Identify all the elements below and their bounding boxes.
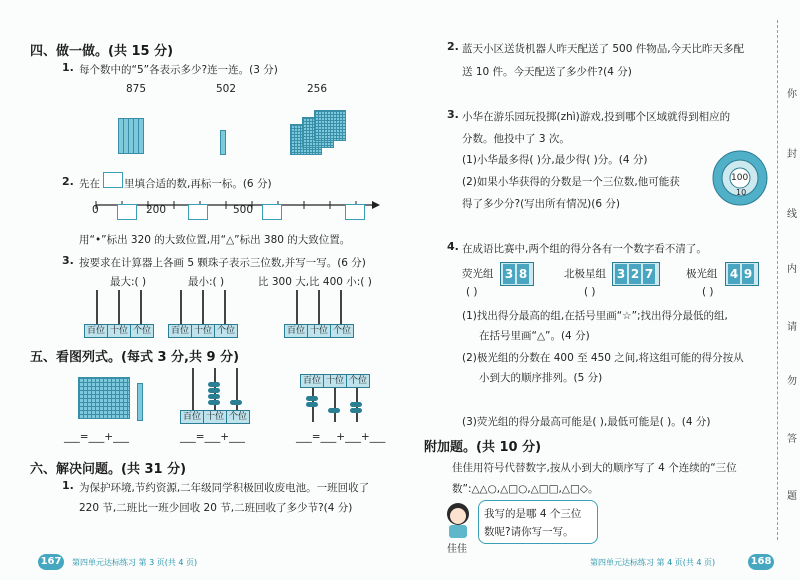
col-ones: 个位 [226, 410, 250, 424]
group-1-name: 荧光组 [462, 268, 494, 280]
r-q2-line1: 蓝天小区送货机器人昨天配送了 500 件物品,今天比昨天多配 [462, 43, 745, 55]
group-2-name: 北极星组 [564, 268, 606, 280]
section6-title: 六、解决问题。(共 31 分) [30, 462, 187, 477]
sidebar-char: 题 [787, 491, 797, 502]
r-q4-sub3: (3)荧光组的得分最高可能是( ),最低可能是( )。(4 分) [462, 416, 711, 428]
group-3-name: 极光组 [686, 268, 718, 280]
q2-text-a: 先在 [79, 178, 100, 190]
r-q2-line2: 送 10 件。今天配送了多少件?(4 分) [462, 66, 632, 78]
tick-200: 200 [146, 204, 167, 216]
q6-1-line2: 220 节,二班比一班少回收 20 节,二班回收了多少节?(4 分) [79, 502, 353, 514]
q2-example-box [103, 172, 123, 188]
ten-rods-picture [118, 118, 146, 153]
col-hundreds: 百位 [84, 324, 108, 338]
target-label-10: 10 [736, 188, 747, 197]
binding-line [777, 20, 779, 540]
hundred-square-picture [78, 377, 130, 419]
r-q4-text: 在成语比赛中,两个组的得分各有一个数字看不清了。 [462, 243, 707, 255]
q1-number: 1. [62, 61, 74, 74]
number-502: 502 [216, 83, 237, 95]
abacus-picture-2 [300, 368, 370, 424]
r-q3-line1: 小华在游乐园玩投掷(zhì)游戏,投到哪个区域就得到相应的 [462, 111, 731, 123]
footer-left: 第四单元达标练习 第 3 页(共 4 页) [72, 558, 198, 567]
abacus-2[interactable] [168, 290, 238, 340]
abacus-1[interactable] [84, 290, 154, 340]
col-ones: 个位 [346, 374, 370, 388]
blank-box-3[interactable] [262, 204, 282, 220]
sidebar-char: 答 [787, 434, 797, 445]
r-q4-sub1-b: 在括号里画“△”。(4 分) [479, 330, 590, 342]
r-q3-line2: 分数。他投中了 3 次。 [462, 133, 570, 145]
extra-line2: 数”:△△○,△□○,△□□,△□◇。 [452, 483, 599, 495]
col-tens: 十位 [191, 324, 215, 338]
girl-character-icon [440, 500, 476, 540]
sidebar-char: 封 [787, 149, 797, 160]
group-1-scoreboard: 3 8 [500, 262, 534, 286]
abacus3-label: 比 300 大,比 400 小:( ) [258, 276, 372, 288]
group-3-scoreboard: 4 9 [725, 262, 759, 286]
r-q2-number: 2. [447, 40, 459, 53]
q2-note: 用“•”标出 320 的大致位置,用“△”标出 380 的大致位置。 [79, 234, 351, 246]
col-hundreds: 百位 [300, 374, 324, 388]
r-q4-sub1-a: (1)找出得分最高的组,在括号里画“☆”;找出得分最低的组, [462, 310, 728, 322]
abacus1-label: 最大:( ) [110, 276, 147, 288]
col-ones: 个位 [130, 324, 154, 338]
group-3-paren[interactable]: ( ) [702, 286, 714, 298]
hundred-blocks-picture [290, 110, 350, 155]
character-name: 佳佳 [447, 544, 467, 555]
col-tens: 十位 [323, 374, 347, 388]
q6-1-number: 1. [62, 479, 74, 492]
col-tens: 十位 [203, 410, 227, 424]
section4-title: 四、做一做。(共 15 分) [30, 44, 174, 59]
col-ones: 个位 [330, 324, 354, 338]
col-ones: 个位 [214, 324, 238, 338]
q6-1-line1: 为保护环境,节约资源,二年级同学积极回收废电池。一班回收了 [79, 482, 370, 494]
bubble-line1: 我写的是哪 4 个三位 [484, 508, 582, 520]
col-hundreds: 百位 [168, 324, 192, 338]
r-q3-number: 3. [447, 108, 459, 121]
q3-text: 按要求在计算器上各画 5 颗珠子表示三位数,并写一写。(6 分) [79, 257, 366, 269]
group-2-scoreboard: 3 2 7 [612, 262, 660, 286]
q2-number: 2. [62, 175, 74, 188]
target-label-100: 100 [731, 173, 749, 183]
tick-500: 500 [233, 204, 254, 216]
col-tens: 十位 [107, 324, 131, 338]
sidebar-char: 你 [787, 89, 797, 100]
number-875: 875 [126, 83, 147, 95]
blank-box-2[interactable] [188, 204, 208, 220]
extra-line1: 佳佳用符号代替数字,按从小到大的顺序写了 4 个连续的“三位 [452, 462, 737, 474]
footer-right: 第四单元达标练习 第 4 页(共 4 页) [590, 558, 716, 567]
single-rod-picture [220, 130, 226, 155]
r-q4-sub2-a: (2)极光组的分数在 400 至 450 之间,将这组可能的得分按从 [462, 352, 744, 364]
r-q3-sub2-b: 得了多少分?(写出所有情况)(6 分) [462, 198, 620, 210]
blank-box-4[interactable] [345, 204, 365, 220]
q1-text: 每个数中的“5”各表示多少?连一连。(3 分) [79, 64, 278, 76]
bubble-line2: 数呢?请你写一写。 [484, 526, 574, 538]
tick-0: 0 [92, 204, 99, 216]
q3-number: 3. [62, 254, 74, 267]
equation-2[interactable]: ___=___+___ [180, 431, 245, 443]
r-q3-sub1: (1)小华最多得( )分,最少得( )分。(4 分) [462, 154, 648, 166]
ten-rod-picture [137, 383, 143, 421]
number-256: 256 [307, 83, 328, 95]
col-hundreds: 百位 [180, 410, 204, 424]
equation-1[interactable]: ___=___+___ [64, 431, 129, 443]
r-q4-sub2-b: 小到大的顺序排列。(5 分) [479, 372, 603, 384]
group-2-paren[interactable]: ( ) [584, 286, 596, 298]
q2-text-b: 里填合适的数,再标一标。(6 分) [124, 178, 272, 190]
sidebar-char: 线 [787, 209, 797, 220]
col-hundreds: 百位 [284, 324, 308, 338]
r-q3-sub2-a: (2)如果小华获得的分数是一个三位数,他可能获 [462, 176, 680, 188]
page-number-left: 167 [38, 554, 64, 570]
blank-box-1[interactable] [117, 204, 137, 220]
sidebar-char: 勿 [787, 376, 797, 387]
col-tens: 十位 [307, 324, 331, 338]
sidebar-char: 请 [787, 322, 797, 333]
group-1-paren[interactable]: ( ) [466, 286, 478, 298]
sidebar-char: 内 [787, 264, 797, 275]
page-number-right: 168 [748, 554, 774, 570]
abacus-3[interactable] [284, 290, 354, 340]
r-q4-number: 4. [447, 240, 459, 253]
extra-title: 附加题。(共 10 分) [424, 440, 542, 455]
section5-title: 五、看图列式。(每式 3 分,共 9 分) [30, 350, 240, 365]
abacus-picture-1 [180, 368, 250, 424]
equation-3[interactable]: ___=___+___+___ [296, 431, 386, 443]
abacus2-label: 最小:( ) [188, 276, 225, 288]
